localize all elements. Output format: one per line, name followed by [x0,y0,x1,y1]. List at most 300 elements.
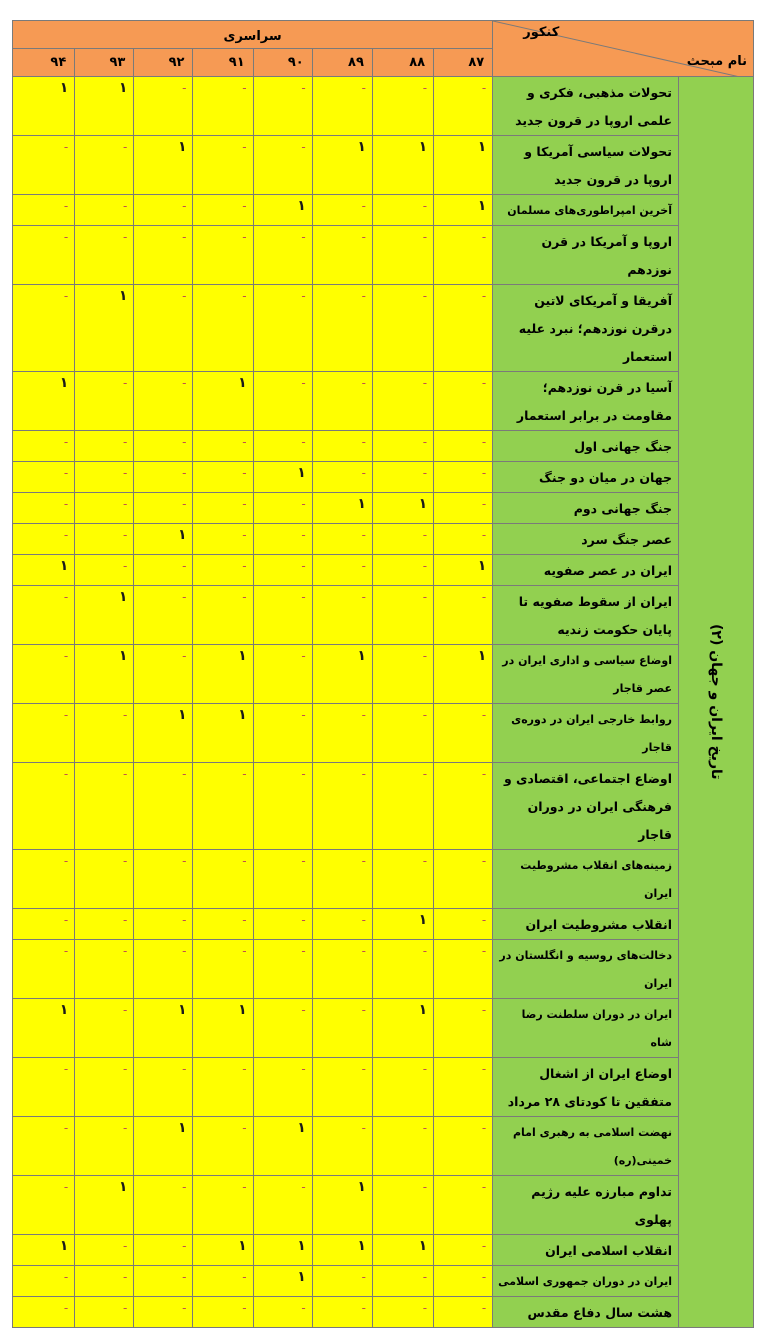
count-value: - [301,913,306,927]
count-cell [193,462,253,493]
count-cell [312,1235,372,1266]
count-cell [134,645,193,704]
count-value: - [242,590,247,604]
count-cell [434,850,493,909]
count-value: - [422,767,428,781]
table-row [13,704,754,763]
count-cell [193,555,253,586]
count-value: - [63,1270,69,1284]
topic-cell: جهان در میان دو جنگ [493,462,679,493]
count-cell [193,431,253,462]
count-cell [253,431,312,462]
topic-cell: ایران در عصر صفویه [493,555,679,586]
count-cell [75,285,134,372]
count-value: - [123,230,128,244]
count-value: - [481,1062,487,1076]
count-cell [13,195,75,226]
count-cell [372,1058,433,1117]
count-cell [312,136,372,195]
count-value: - [301,854,306,868]
count-value: - [242,466,247,480]
count-value: - [361,854,366,868]
count-value: ۱ [238,707,247,723]
count-value: - [361,230,366,244]
topic-cell: تداوم مبارزه علیه رژیم پهلوی [493,1176,679,1235]
count-cell [372,850,433,909]
table-row [13,372,754,431]
count-cell [75,763,134,850]
topic-cell: روابط خارجی ایران در دوره‌ی قاجار [493,704,679,763]
count-value: - [123,199,128,213]
count-value: - [481,944,487,958]
count-value: - [182,1062,187,1076]
count-value: - [301,944,306,958]
count-cell [434,493,493,524]
count-cell [75,1297,134,1328]
count-value: - [123,1121,128,1135]
count-value: ۱ [357,139,366,155]
count-cell [13,226,75,285]
count-cell [312,999,372,1058]
year-header-cell: ۸۸ [372,49,433,77]
count-value: - [422,81,428,95]
count-cell [193,763,253,850]
count-value: - [481,230,487,244]
count-value: ۱ [59,1002,69,1018]
header-row-1 [13,21,754,49]
table-row [13,763,754,850]
count-cell [13,1266,75,1297]
count-value: - [242,944,247,958]
count-cell [434,704,493,763]
count-value: - [63,497,69,511]
count-value: - [361,708,366,722]
count-value: ۱ [118,589,128,605]
count-value: - [123,435,128,449]
count-cell [75,999,134,1058]
count-value: ۱ [118,648,128,664]
count-cell [193,999,253,1058]
count-cell [13,555,75,586]
table-row [13,1235,754,1266]
count-cell [312,372,372,431]
count-value: - [242,81,247,95]
count-value: ۱ [418,1002,428,1018]
count-value: - [123,466,128,480]
count-cell [13,372,75,431]
count-cell [312,493,372,524]
count-value: - [422,708,428,722]
count-value: - [182,854,187,868]
count-value: - [422,289,428,303]
count-value: - [182,1239,187,1253]
count-value: ۱ [357,648,366,664]
count-value: - [123,497,128,511]
count-cell [312,1266,372,1297]
count-cell [13,704,75,763]
count-cell [75,524,134,555]
count-cell [13,1117,75,1176]
count-value: - [481,466,487,480]
count-value: ۱ [59,375,69,391]
count-cell [193,1297,253,1328]
table-row [13,431,754,462]
count-value: - [361,199,366,213]
year-header-cell: ۹۳ [75,49,134,77]
count-cell [253,645,312,704]
count-cell [253,850,312,909]
count-cell [434,1235,493,1266]
count-cell [253,462,312,493]
count-cell [372,285,433,372]
count-value: - [242,1301,247,1315]
count-value: - [182,199,187,213]
count-cell [253,763,312,850]
sarasari-header-cell [13,21,493,49]
count-value: - [63,767,69,781]
count-cell [253,1117,312,1176]
count-cell [312,1058,372,1117]
count-cell [312,1297,372,1328]
count-value: ۱ [418,1238,428,1254]
count-cell [134,431,193,462]
nam-mabhas-label: نام مبحث [686,54,747,69]
count-cell [193,1117,253,1176]
count-cell [434,431,493,462]
table-row [13,940,754,999]
count-cell [13,1297,75,1328]
count-cell [253,1266,312,1297]
count-cell [134,493,193,524]
count-cell [434,1117,493,1176]
count-cell [434,1266,493,1297]
count-cell [312,431,372,462]
count-value: ۱ [59,80,69,96]
count-value: - [422,1270,428,1284]
count-value: - [63,590,69,604]
count-value: - [481,854,487,868]
count-value: - [301,435,306,449]
count-value: - [361,767,366,781]
topic-cell: تحولات سیاسی آمریکا و اروپا در قرون جدید [493,136,679,195]
count-value: - [422,1180,428,1194]
count-value: - [242,1121,247,1135]
count-cell [13,524,75,555]
table-row [13,1297,754,1328]
count-value: - [481,767,487,781]
count-cell [372,136,433,195]
count-cell [193,586,253,645]
count-cell [13,763,75,850]
sarasari-label: سراسری [223,29,282,44]
count-value: ۱ [59,558,69,574]
count-cell [75,1058,134,1117]
topic-cell: آخرین امپراطوری‌های مسلمان [493,195,679,226]
count-value: - [481,1270,487,1284]
count-value: - [123,140,128,154]
count-cell [134,1058,193,1117]
count-value: - [242,559,247,573]
count-cell [312,195,372,226]
count-cell [193,136,253,195]
count-value: - [182,913,187,927]
count-value: ۱ [477,198,487,214]
count-cell [134,999,193,1058]
count-value: - [63,435,69,449]
count-cell [253,1297,312,1328]
count-cell [253,999,312,1058]
count-value: ۱ [177,139,187,155]
count-cell [253,136,312,195]
count-value: - [422,559,428,573]
count-value: - [301,81,306,95]
count-value: - [63,140,69,154]
count-cell [372,372,433,431]
category-label: تاریخ ایران و جهان (۲) [708,624,724,780]
count-cell [312,763,372,850]
topic-cell: تحولات مذهبی، فکری و علمی اروپا در قرون جدید [493,77,679,136]
count-value: - [182,376,187,390]
count-cell [434,940,493,999]
count-value: - [182,230,187,244]
category-cell [679,77,754,1328]
count-value: - [123,913,128,927]
count-value: - [242,289,247,303]
count-value: - [301,140,306,154]
count-value: - [242,140,247,154]
table-row [13,850,754,909]
table-row [13,1176,754,1235]
count-value: - [63,1121,69,1135]
count-cell [13,136,75,195]
count-cell [372,1266,433,1297]
count-cell [75,555,134,586]
count-cell [134,940,193,999]
count-value: - [63,230,69,244]
count-cell [75,586,134,645]
count-cell [75,1117,134,1176]
count-cell [434,909,493,940]
count-value: ۱ [418,912,428,928]
count-value: ۱ [418,496,428,512]
count-cell [253,77,312,136]
count-cell [434,586,493,645]
count-value: - [123,1270,128,1284]
count-cell [372,77,433,136]
count-value: - [361,81,366,95]
count-value: - [182,559,187,573]
table-row [13,909,754,940]
count-value: - [481,913,487,927]
count-cell [434,77,493,136]
count-cell [75,372,134,431]
count-cell [134,586,193,645]
count-value: - [182,944,187,958]
count-value: - [422,649,428,663]
count-cell [434,1297,493,1328]
count-cell [253,493,312,524]
count-cell [75,136,134,195]
count-value: ۱ [59,1238,69,1254]
count-value: - [123,1003,128,1017]
count-value: - [422,590,428,604]
topic-cell: اوضاع ایران از اشغال متفقین تا کودتای ۲۸ مرداد [493,1058,679,1117]
count-value: - [123,376,128,390]
topic-cell: آفریقا و آمریکای لاتین درقرن نوزدهم؛ نبرد علیه استعمار [493,285,679,372]
count-cell [312,555,372,586]
count-value: - [123,528,128,542]
count-cell [75,645,134,704]
count-value: - [422,376,428,390]
topic-cell: عصر جنگ سرد [493,524,679,555]
count-cell [13,909,75,940]
count-value: - [182,435,187,449]
count-cell [193,850,253,909]
count-cell [134,195,193,226]
count-cell [312,1117,372,1176]
count-value: - [361,1062,366,1076]
count-cell [193,704,253,763]
count-value: - [422,230,428,244]
count-value: ۱ [177,707,187,723]
count-value: - [301,497,306,511]
count-cell [134,850,193,909]
count-cell [434,555,493,586]
count-cell [253,555,312,586]
count-cell [134,77,193,136]
table-row [13,645,754,704]
topic-cell: جنگ جهانی دوم [493,493,679,524]
count-value: - [481,376,487,390]
count-value: - [301,767,306,781]
count-cell [193,940,253,999]
count-value: ۱ [177,1120,187,1136]
count-cell [75,1176,134,1235]
count-value: - [361,289,366,303]
count-value: - [422,435,428,449]
count-cell [253,1176,312,1235]
count-cell [253,940,312,999]
count-value: - [481,1180,487,1194]
count-cell [193,493,253,524]
count-cell [193,524,253,555]
count-cell [13,1235,75,1266]
count-cell [134,1266,193,1297]
count-cell [134,136,193,195]
count-value: - [481,435,487,449]
count-cell [13,999,75,1058]
count-value: - [123,1301,128,1315]
count-value: ۱ [238,1002,247,1018]
count-cell [372,431,433,462]
count-cell [434,136,493,195]
count-cell [193,195,253,226]
count-value: - [123,1062,128,1076]
count-value: ۱ [357,1179,366,1195]
count-value: - [361,435,366,449]
topic-cell: جنگ جهانی اول [493,431,679,462]
count-value: ۱ [477,648,487,664]
count-cell [312,850,372,909]
count-value: - [481,1301,487,1315]
count-cell [75,493,134,524]
count-value: - [123,854,128,868]
count-value: - [123,944,128,958]
count-cell [253,909,312,940]
count-cell [75,909,134,940]
count-cell [75,1266,134,1297]
count-value: ۱ [357,496,366,512]
count-cell [75,195,134,226]
count-value: - [63,708,69,722]
count-value: - [422,199,428,213]
count-cell [134,226,193,285]
count-value: - [301,649,306,663]
count-cell [434,195,493,226]
count-cell [434,285,493,372]
count-cell [13,645,75,704]
count-value: - [63,649,69,663]
count-value: - [182,1180,187,1194]
count-value: ۱ [177,1002,187,1018]
count-value: - [182,289,187,303]
count-cell [13,285,75,372]
count-cell [372,226,433,285]
count-cell [193,1266,253,1297]
count-value: - [63,1062,69,1076]
count-cell [253,285,312,372]
count-value: - [182,466,187,480]
count-value: - [182,497,187,511]
count-value: - [422,1062,428,1076]
count-value: - [301,1301,306,1315]
count-value: ۱ [297,465,306,481]
count-value: - [242,1062,247,1076]
table-row [13,999,754,1058]
table-row [13,1117,754,1176]
count-cell [372,1176,433,1235]
count-value: - [123,767,128,781]
count-value: ۱ [118,288,128,304]
count-cell [13,431,75,462]
count-cell [75,77,134,136]
count-cell [312,226,372,285]
count-value: - [242,528,247,542]
count-value: - [301,289,306,303]
count-cell [75,1235,134,1266]
count-value: - [422,1301,428,1315]
count-value: ۱ [118,80,128,96]
count-cell [134,1176,193,1235]
count-cell [75,462,134,493]
count-value: - [242,1180,247,1194]
count-cell [75,850,134,909]
count-cell [372,999,433,1058]
count-cell [434,372,493,431]
count-value: - [123,1239,128,1253]
count-value: - [361,1121,366,1135]
count-value: - [301,1062,306,1076]
topic-cell: انقلاب اسلامی ایران [493,1235,679,1266]
count-cell [253,372,312,431]
count-cell [13,77,75,136]
count-cell [372,195,433,226]
count-value: - [63,913,69,927]
table-row [13,195,754,226]
count-cell [134,909,193,940]
count-cell [372,645,433,704]
count-value: ۱ [297,1120,306,1136]
